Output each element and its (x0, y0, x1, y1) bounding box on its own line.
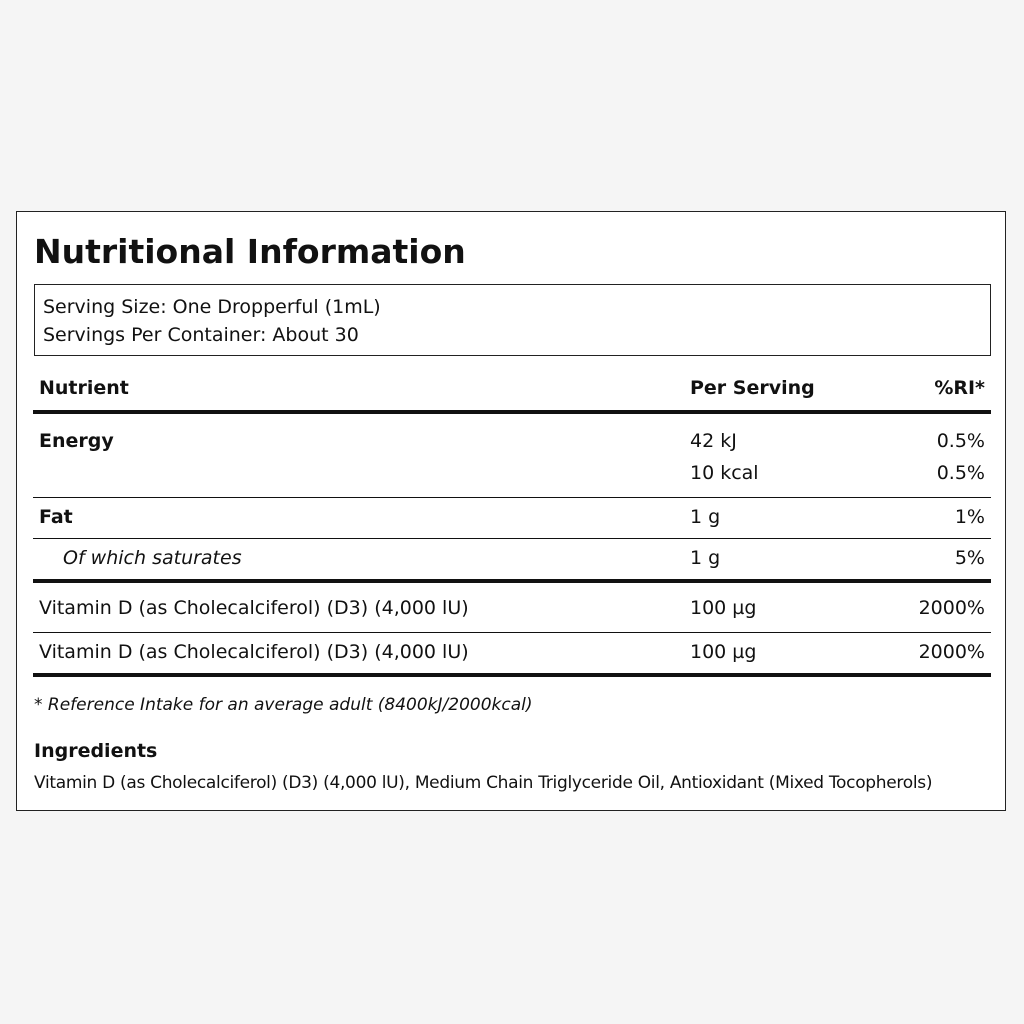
per-serving-value: 100 µg (690, 641, 757, 663)
table-row (33, 414, 991, 454)
per-serving-value: 1 g (690, 506, 721, 528)
nutrient-name: Energy (39, 430, 114, 452)
ri-value: 2000% (918, 641, 985, 663)
header-per-serving: Per Serving (690, 377, 815, 399)
nutrient-name: Of which saturates (63, 547, 242, 569)
ri-value: 1% (954, 506, 985, 528)
per-serving-value: 100 µg (690, 597, 757, 619)
serving-info-box (34, 284, 991, 356)
serving-size: Serving Size: One Dropperful (1mL) (43, 296, 381, 318)
table-header (33, 372, 991, 414)
table-row (33, 583, 991, 633)
header-nutrient: Nutrient (39, 377, 129, 399)
label-title: Nutritional Information (34, 232, 466, 271)
nutrition-label (16, 211, 1006, 811)
ingredients-text: Vitamin D (as Cholecalciferol) (D3) (4,000 lU), Medium Chain Triglyceride Oil, Antioxidant (Mixed Tocopherols) (34, 773, 933, 793)
nutrient-table (33, 372, 991, 677)
header-ri: %RI* (934, 377, 985, 399)
servings-per-container: Servings Per Container: About 30 (43, 324, 359, 346)
per-serving-value: 1 g (690, 547, 721, 569)
reference-intake-footnote: * Reference Intake for an average adult (8400kJ/2000kcal) (34, 695, 533, 715)
table-row (33, 633, 991, 677)
table-row (33, 539, 991, 583)
per-serving-value: 10 kcal (690, 462, 759, 484)
ri-value: 2000% (918, 597, 985, 619)
ingredients-title: Ingredients (34, 740, 158, 762)
ri-value: 0.5% (936, 462, 985, 484)
per-serving-value: 42 kJ (690, 430, 737, 452)
nutrient-name: Vitamin D (as Cholecalciferol) (D3) (4,000 lU) (39, 597, 469, 619)
nutrient-name: Vitamin D (as Cholecalciferol) (D3) (4,000 lU) (39, 641, 469, 663)
ri-value: 0.5% (936, 430, 985, 452)
table-row (33, 498, 991, 539)
nutrient-name: Fat (39, 506, 73, 528)
ri-value: 5% (954, 547, 985, 569)
table-row (33, 454, 991, 498)
